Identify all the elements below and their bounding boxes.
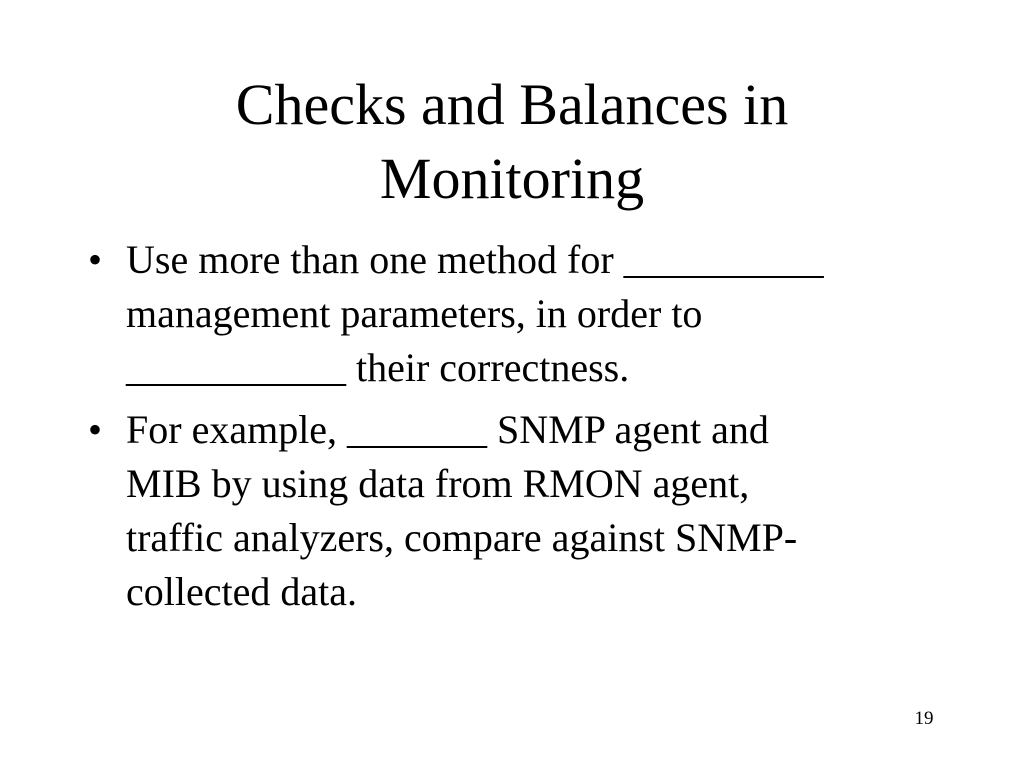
bullet-2-line-2: MIB by using data from RMON agent,	[126, 461, 750, 506]
bullet-marker-icon: •	[88, 407, 103, 452]
bullet-1-line-2: management parameters, in order to	[126, 291, 703, 336]
bullet-2-line-3: traffic analyzers, compare against SNMP-	[126, 515, 798, 560]
bullet-list	[84, 233, 944, 627]
bullet-2-line-1: For example, _______ SNMP agent and	[126, 407, 769, 452]
bullet-2-line-4: collected data.	[126, 569, 357, 614]
bullet-1-line-1: Use more than one method for __________	[126, 237, 824, 282]
bullet-1-line-3: ___________ their correctness.	[126, 345, 630, 390]
bullet-marker-icon: •	[88, 237, 103, 282]
page-number: 19	[914, 708, 934, 729]
bullet-item-2	[84, 403, 944, 619]
slide-title-line-1: Checks and Balances in	[235, 72, 789, 137]
slide-title	[112, 68, 912, 216]
slide-title-line-2: Monitoring	[379, 146, 645, 211]
bullet-item-1	[84, 233, 944, 395]
